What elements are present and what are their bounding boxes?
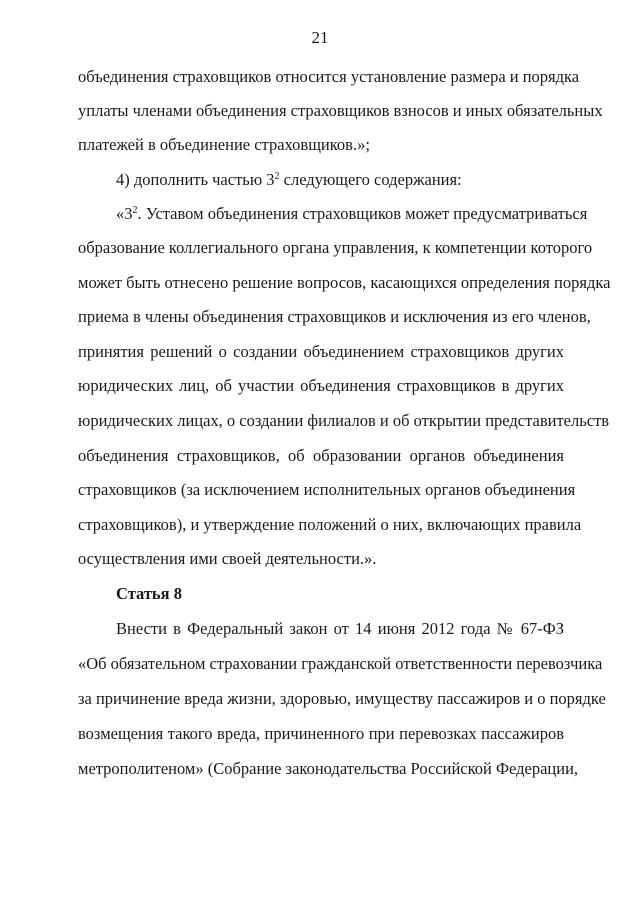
page-number: 21 — [311, 28, 329, 47]
quote-line1-rest: . Уставом объединения страховщиков может предусматриваться — [137, 204, 588, 223]
item4-suffix: следующего содержания: — [279, 170, 462, 189]
text-line: юридических лиц, об участии объединения страховщиков в других — [78, 376, 564, 395]
text-line: объединения страховщиков, об образовании органов объединения — [78, 446, 564, 465]
quote-start: «3 — [116, 204, 133, 223]
item4-superscript: 2 — [274, 171, 280, 182]
text-line: за причинение вреда жизни, здоровью, имуществу пассажиров и о порядке — [78, 689, 606, 708]
quote-superscript: 2 — [132, 205, 138, 216]
text-line: приема в члены объединения страховщиков и исключения из его членов, — [78, 307, 591, 326]
text-line: страховщиков (за исключением исполнительных органов объединения — [78, 480, 576, 499]
item4-prefix: 4) дополнить частью 3 — [116, 170, 275, 189]
text-line: «Об обязательном страховании гражданской ответственности перевозчика — [78, 654, 603, 673]
text-line: осуществления ими своей деятельности.». — [78, 549, 377, 568]
text-line: Внести в Федеральный закон от 14 июня 2012 года № 67-ФЗ — [116, 619, 564, 638]
text-line: принятия решений о создании объединением страховщиков других — [78, 342, 564, 361]
text-line: объединения страховщиков относится установление размера и порядка — [78, 67, 580, 86]
article-heading: Статья 8 — [116, 584, 182, 603]
text-line: возмещения такого вреда, причиненного при перевозках пассажиров — [78, 724, 564, 743]
text-line: уплаты членами объединения страховщиков взносов и иных обязательных — [78, 101, 603, 120]
text-line: метрополитеном» (Собрание законодательства Российской Федерации, — [78, 759, 579, 778]
amendment-item-4 — [116, 172, 462, 189]
text-line: страховщиков), и утверждение положений о них, включающих правила — [78, 515, 582, 534]
quote-first-line — [116, 204, 588, 223]
text-line: платежей в объединение страховщиков.»; — [78, 135, 370, 154]
text-line: юридических лицах, о создании филиалов и об открытии представительств — [78, 411, 610, 430]
text-line: может быть отнесено решение вопросов, касающихся определения порядка — [78, 273, 611, 292]
text-line: образование коллегиального органа управления, к компетенции которого — [78, 238, 593, 257]
